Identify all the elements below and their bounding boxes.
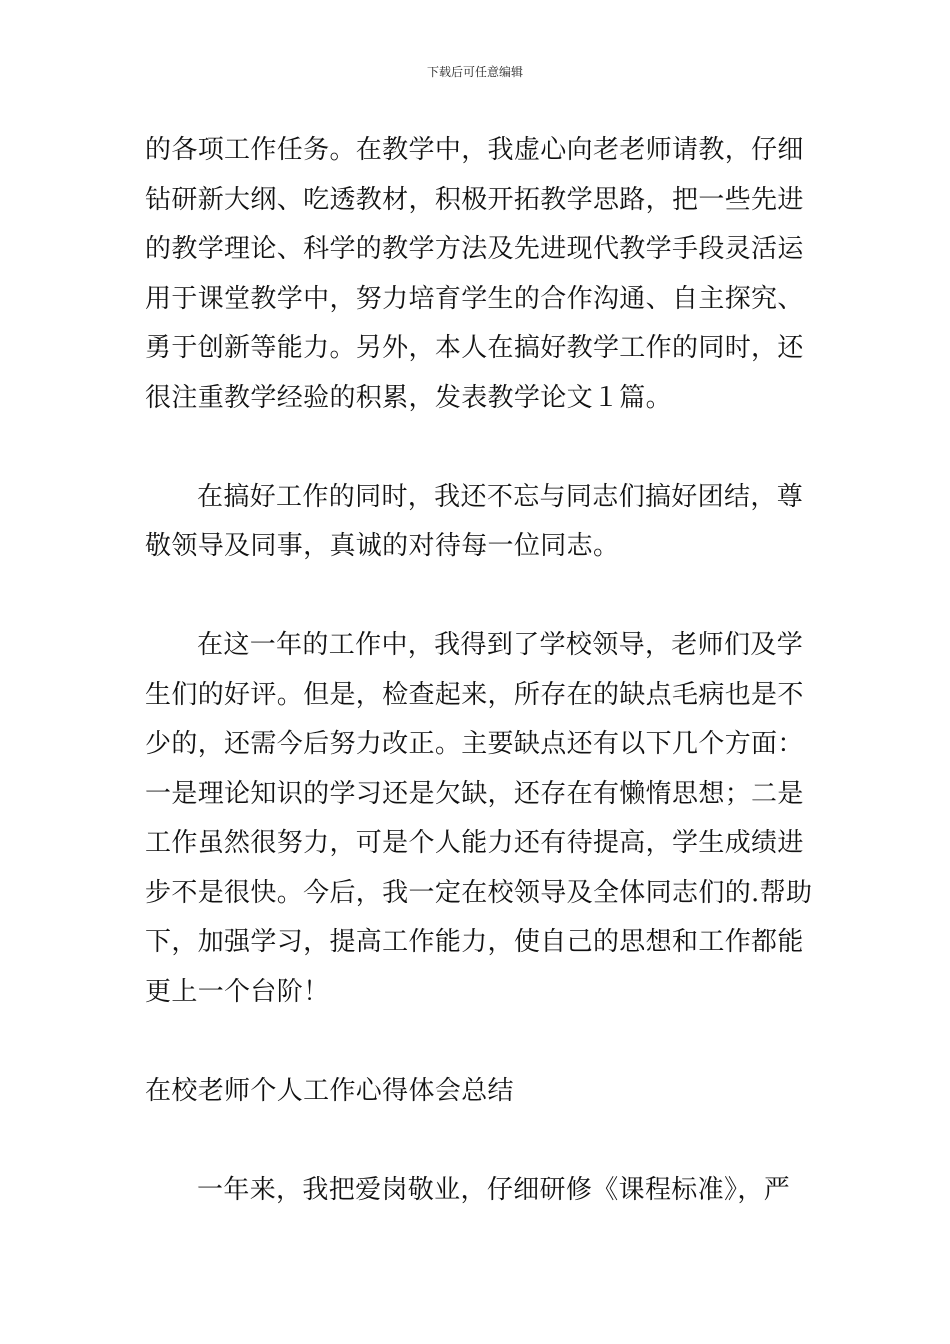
text-line: 的教学理论、科学的教学方法及先进现代教学手段灵活运 — [145, 234, 804, 264]
text-line: 少的，还需今后努力改正。主要缺点还有以下几个方面： — [145, 729, 804, 759]
text-line: 生们的好评。但是，检查起来，所存在的缺点毛病也是不 — [145, 679, 804, 710]
paragraph-5 — [145, 1166, 807, 1216]
text-line: 在搞好工作的同时，我还不忘与同志们搞好团结，尊 — [197, 481, 804, 512]
text-line: 工作虽然很努力，可是个人能力还有待提高，学生成绩进 — [145, 828, 804, 858]
text-line: 一年来，我把爱岗敬业，仔细研修《课程标准》，严 — [197, 1174, 791, 1205]
text-line: 步不是很快。今后，我一定在校领导及全体同志们的.帮助 — [145, 877, 813, 908]
paragraph-1 — [145, 126, 807, 423]
text-line: 的各项工作任务。在教学中，我虚心向老老师请教，仔细 — [145, 135, 804, 165]
text-line: 勇于创新等能力。另外，本人在搞好教学工作的同时，还 — [145, 333, 804, 363]
text-line: 很注重教学经验的积累，发表教学论文１篇。 — [145, 382, 673, 413]
paragraph-3 — [145, 621, 813, 1017]
section-heading — [145, 1067, 807, 1117]
document-body — [145, 126, 813, 1215]
text-line: 一是理论知识的学习还是欠缺，还存在有懒惰思想；二是 — [145, 778, 804, 809]
paragraph-gap — [145, 572, 807, 622]
page-header: 下载后可任意编辑 — [426, 65, 523, 79]
paragraph-gap — [145, 1116, 807, 1166]
paragraph-2 — [145, 473, 807, 572]
text-line: 用于课堂教学中，努力培育学生的合作沟通、自主探究、 — [145, 283, 804, 314]
text-line: 钻研新大纲、吃透教材，积极开拓教学思路，把一些先进 — [145, 184, 804, 215]
paragraph-gap — [145, 423, 807, 473]
text-line: 更上一个台阶！ — [145, 976, 330, 1007]
heading-text: 在校老师个人工作心得体会总结 — [145, 1075, 514, 1106]
text-line: 下，加强学习，提高工作能力，使自己的思想和工作都能 — [145, 927, 804, 957]
text-line: 在这一年的工作中，我得到了学校领导，老师们及学 — [197, 630, 804, 660]
paragraph-gap — [145, 1017, 807, 1067]
text-line: 敬领导及同事，真诚的对待每一位同志。 — [145, 531, 620, 561]
